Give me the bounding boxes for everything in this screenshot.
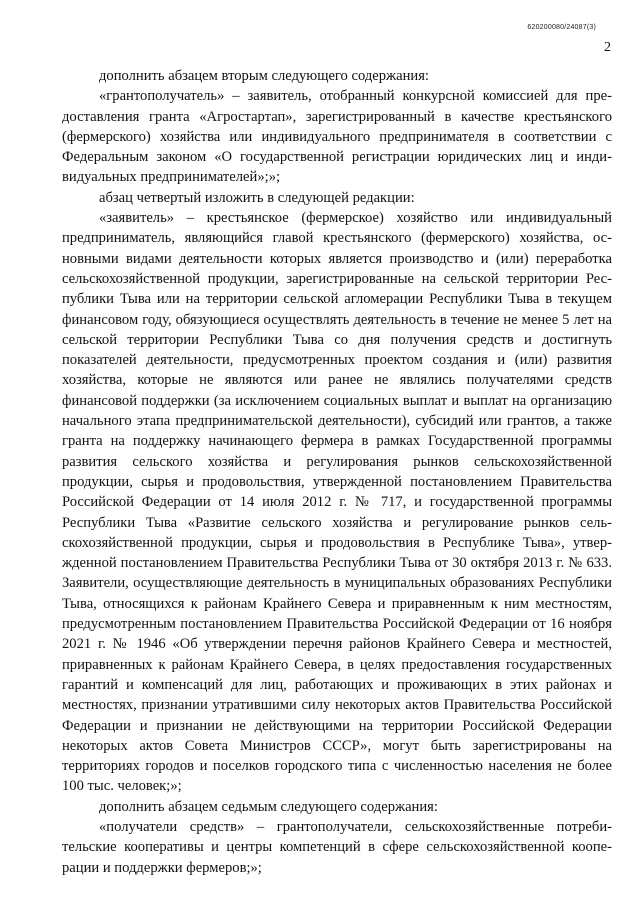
paragraph-funds-recipients-definition: «получатели средств» – грантополучатели, сельскохозяйственные потребительские кооперативы и центры компетенций в сфере сельскохозяйственной кооперации и поддержки фермеров;»; (62, 818, 612, 876)
document-code: 620200080/24087(3) (527, 24, 596, 31)
document-body (62, 66, 612, 878)
page-number: 2 (604, 40, 611, 55)
paragraph-instruction-1: дополнить абзацем вторым следующего содержания: (99, 68, 429, 84)
paragraph-instruction-2: абзац четвертый изложить в следующей редакции: (99, 189, 415, 206)
paragraph-instruction-3: дополнить абзацем седьмым следующего содержания: (99, 798, 438, 815)
paragraph-grant-recipient-definition: «грантополучатель» – заявитель, отобранный конкурсной комиссией для предоставления гранта «Агростартап», зарегистрированный в качестве крестьянского (фермерского) хозяйства или индивидуального предпринимателя в соответствии с Федеральным законом «О государственной регистрации юридических лиц и индивидуальных предпринимателей»;»; (62, 88, 612, 186)
paragraph-applicant-definition: «заявитель» – крестьянское (фермерское) хозяйство или индивидуальный предприниматель, являющийся главой крестьянского (фермерского) хозяйства, основными видами деятельности которых является производство и (или) переработка сельскохозяйственной продукции, зарегистрированные на сельской территории Республики Тыва или на территории сельской агломерации Республики Тыва в текущем финансовом году, обязующиеся осуществлять деятельность в течение не менее 5 лет на сельской территории Республики Тыва со дня получения средств и достигнуть показателей деятельности, предусмотренных проектом создания и (или) развития хозяйства, которые не являются или ранее не являлись получателями средств финансовой поддержки (за исключением социальных выплат и выплат на организацию начального этапа предпринимательской деятельности), субсидий или грантов, а также гранта на поддержку начинающего фермера в рамках Государственной программы развития сельского хозяйства и регулирования рынков сельскохозяйственной продукции, сырья и продовольствия, утвержденной постановлением Правительства Российской Федерации от 14 июля 2012 г. № 717, и государственной программы Республики Тыва «Развитие сельского хозяйства и регулирование рынков сельскохозяйственной продукции, сырья и продовольствия в Республике Тыва», утвержденной постановлением Правительства Республики Тыва от 30 октября 2013 г. № 633. Заявители, осуществляющие деятельность в муниципальных образованиях Республики Тыва, относящихся к районам Крайнего Севера и приравненным к ним местностям, предусмотренным постановлением Правительства Российской Федерации от 16 ноября 2021 г. № 1946 «Об утверждении перечня районов Крайнего Севера и местностей, приравненных к районам Крайнего Севера, в целях предоставления государственных гарантий и компенсаций для лиц, работающих и проживающих в этих районах и местностях, признании утратившими силу некоторых актов Правительства Российской Федерации и признании не действующими на территории Российской Федерации некоторых актов Совета Министров СССР», могут быть зарегистрированы на территориях городов и поселков городского типа с численностью населения не более 100 тыс. человек;»; (62, 210, 612, 795)
